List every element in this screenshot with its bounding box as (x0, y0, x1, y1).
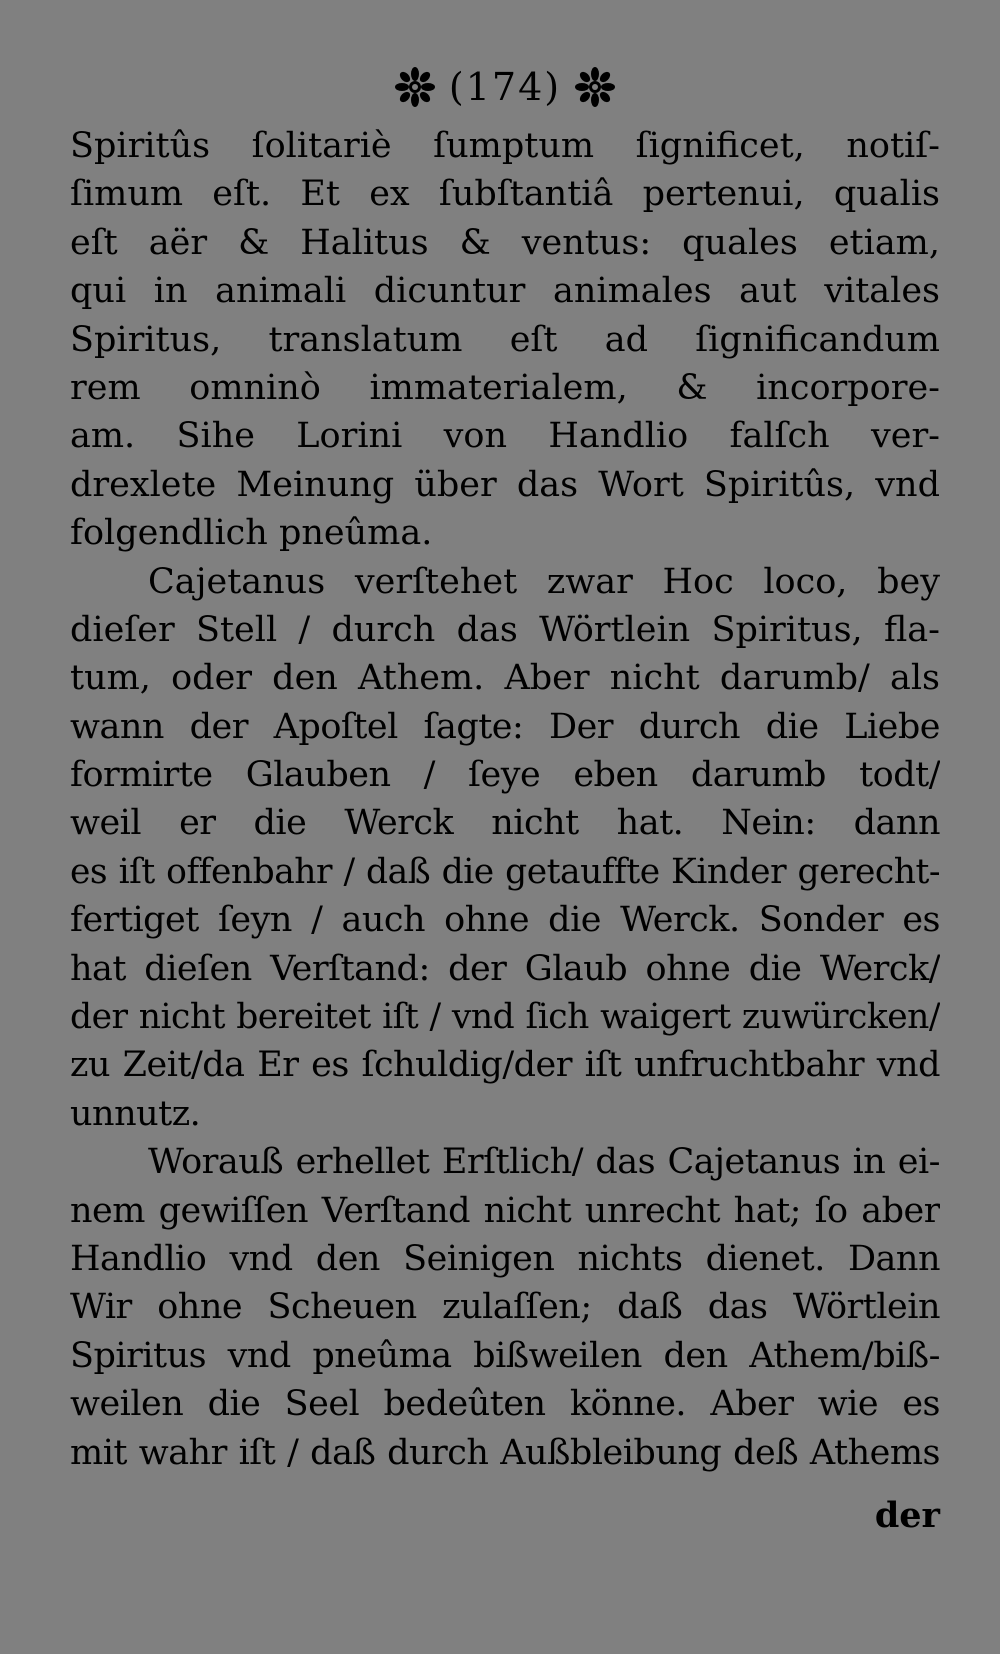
text-line: nem gewiſſen Verſtand nicht unrecht hat; ſo aber (70, 1190, 940, 1231)
text-line: Spiritus vnd pneûma bißweilen den Athem/biß- (70, 1335, 940, 1376)
text-line: Wir ohne Scheuen zulaſſen; daß das Wörtlein (70, 1287, 940, 1328)
text-line: formirte Glauben / ſeye eben darumb todt/ (70, 755, 940, 796)
text-line: qui in animali dicuntur animales aut vitales (70, 271, 940, 312)
text-line: tum, oder den Athem. Aber nicht darumb/ als (70, 658, 940, 699)
flower-ornament-icon (575, 67, 615, 107)
book-page (70, 52, 940, 1632)
catchword: der (874, 1495, 940, 1536)
text-line: zu Zeit/da Er es ſchuldig/der iſt unfruchtbahr vnd (70, 1045, 940, 1086)
page-header (70, 52, 940, 122)
body-text (70, 122, 940, 1477)
text-line: Spiritûs ſolitariè ſumptum ſignificet, notiſ- (70, 126, 940, 166)
text-line: Handlio vnd den Seinigen nichts dienet. Dann (70, 1238, 940, 1279)
text-line: weilen die Seel bedeûten könne. Aber wie es (70, 1384, 940, 1425)
text-line: ſimum eſt. Et ex ſubſtantiâ pertenui, qualis (70, 174, 940, 215)
text-line: am. Sihe Lorini von Handlio falſch ver- (70, 416, 940, 457)
text-line: dieſer Stell / durch das Wörtlein Spiritus, fla- (70, 609, 940, 650)
text-line: folgendlich pneûma. (70, 513, 433, 554)
text-line: hat dieſen Verſtand: der Glaub ohne die Werck/ (70, 948, 940, 989)
text-line: fertiget ſeyn / auch ohne die Werck. Sonder es (70, 900, 940, 941)
text-line: der nicht bereitet iſt / vnd ſich waigert zuwürcken/ (70, 997, 940, 1038)
flower-ornament-icon (395, 67, 435, 107)
text-line: drexlete Meinung über das Wort Spiritûs, vnd (70, 464, 940, 505)
text-line: unnutz. (70, 1093, 201, 1134)
text-line: mit wahr iſt / daß durch Außbleibung deß Athems (70, 1432, 940, 1473)
text-line: eſt aër & Halitus & ventus: quales etiam, (70, 222, 940, 263)
text-line: rem omninò immaterialem, & incorpore- (70, 367, 940, 408)
text-line: weil er die Werck nicht hat. Nein: dann (70, 803, 940, 844)
text-line: Spiritus, translatum eſt ad ſignificandum (70, 319, 940, 360)
text-line: Worauß erhellet Erſtlich/ das Cajetanus in ei- (148, 1142, 940, 1183)
page-number: (174) (448, 65, 562, 109)
text-line: wann der Apoſtel ſagte: Der durch die Liebe (70, 706, 940, 747)
text-line: Cajetanus verſtehet zwar Hoc loco, bey (148, 561, 940, 602)
text-line: es iſt offenbahr / daß die getauffte Kinder gerecht- (70, 851, 940, 892)
